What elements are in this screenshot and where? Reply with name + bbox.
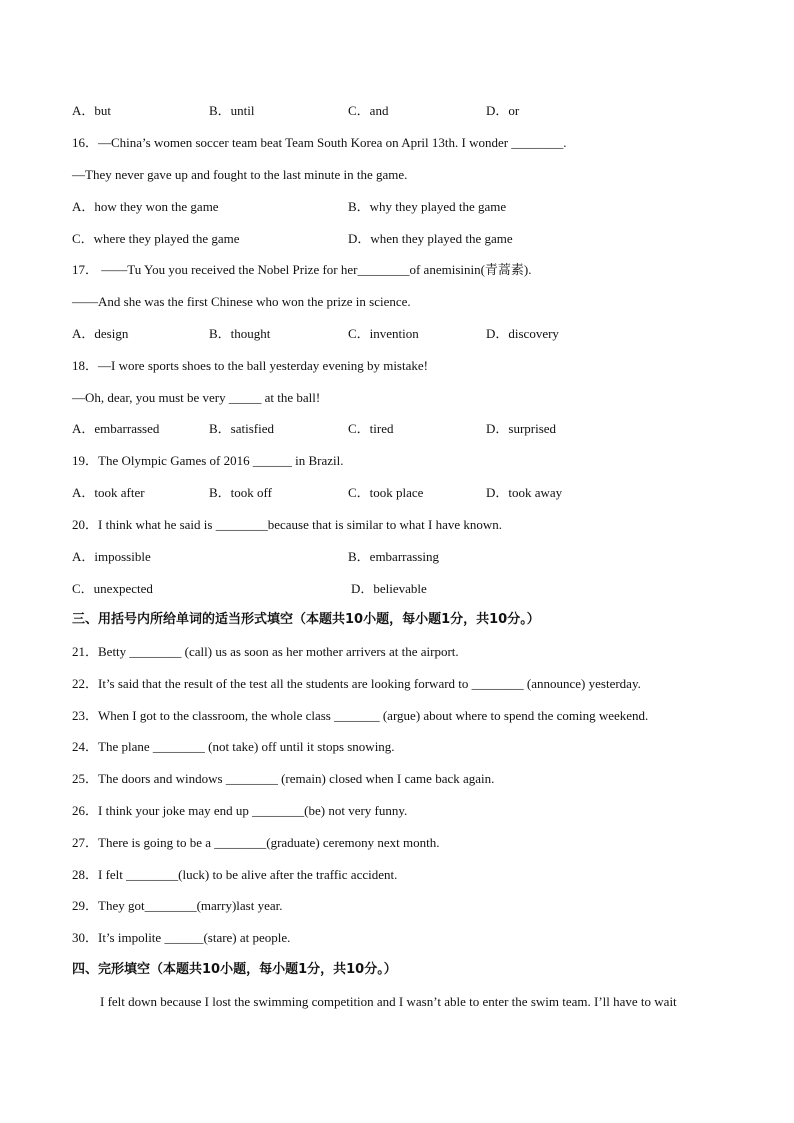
q19-option-b: B．took off xyxy=(209,485,272,500)
section-3-heading: 三、用括号内所给单词的适当形式填空（本题共10小题，每小题1分，共10分。） xyxy=(72,612,540,627)
q18-stem: 18．—I wore sports shoes to the ball yesterday evening by mistake! xyxy=(72,358,428,373)
q17-option-d: D．discovery xyxy=(486,326,559,341)
q16-reply: —They never gave up and fought to the last minute in the game. xyxy=(72,167,408,182)
q17-stem: 17． ——Tu You you received the Nobel Prize for her________of anemisinin(青蒿素). xyxy=(72,262,532,277)
q17-reply: ——And she was the first Chinese who won the prize in science. xyxy=(72,294,411,309)
q17-option-c: C．invention xyxy=(348,326,419,341)
q18-reply: —Oh, dear, you must be very _____ at the ball! xyxy=(72,390,321,405)
q19-option-c: C．took place xyxy=(348,485,424,500)
q16-option-a: A．how they won the game xyxy=(72,199,219,214)
q18-option-a: A．embarrassed xyxy=(72,421,160,436)
q16-option-b: B．why they played the game xyxy=(348,199,507,214)
section-4-heading: 四、完形填空（本题共10小题，每小题1分，共10分。） xyxy=(72,962,397,977)
q15-option-a: A．but xyxy=(72,103,112,118)
q15-option-d: D．or xyxy=(486,103,520,118)
question-24: 24．The plane ________ (not take) off until it stops snowing. xyxy=(72,739,395,754)
question-29: 29．They got________(marry)last year. xyxy=(72,898,283,913)
q20-stem: 20．I think what he said is ________because that is similar to what I have known. xyxy=(72,517,503,532)
q20-option-b: B．embarrassing xyxy=(348,549,439,564)
cloze-passage: I felt down because I lost the swimming competition and I wasn’t able to enter the swim team. I’ll have to wait xyxy=(100,994,677,1009)
q15-option-b: B．until xyxy=(209,103,255,118)
question-22: 22．It’s said that the result of the test all the students are looking forward to ________ (announce) yesterday. xyxy=(72,676,641,691)
q19-option-a: A．took after xyxy=(72,485,145,500)
q16-option-c: C．where they played the game xyxy=(72,231,240,246)
q20-option-c: C．unexpected xyxy=(72,581,153,596)
question-25: 25．The doors and windows ________ (remain) closed when I came back again. xyxy=(72,771,495,786)
q18-option-d: D．surprised xyxy=(486,421,557,436)
question-28: 28．I felt ________(luck) to be alive after the traffic accident. xyxy=(72,867,398,882)
q19-stem: 19．The Olympic Games of 2016 ______ in Brazil. xyxy=(72,453,344,468)
q17-option-a: A．design xyxy=(72,326,129,341)
question-26: 26．I think your joke may end up ________(be) not very funny. xyxy=(72,803,408,818)
q16-option-d: D．when they played the game xyxy=(348,231,513,246)
q16-stem: 16．—China’s women soccer team beat Team South Korea on April 13th. I wonder ________. xyxy=(72,135,567,150)
question-27: 27．There is going to be a ________(graduate) ceremony next month. xyxy=(72,835,440,850)
q15-option-c: C．and xyxy=(348,103,389,118)
question-21: 21．Betty ________ (call) us as soon as her mother arrivers at the airport. xyxy=(72,644,459,659)
question-23: 23．When I got to the classroom, the whole class _______ (argue) about where to spend the coming weekend. xyxy=(72,708,649,723)
q18-option-c: C．tired xyxy=(348,421,394,436)
q19-option-d: D．took away xyxy=(486,485,563,500)
q17-option-b: B．thought xyxy=(209,326,271,341)
question-30: 30．It’s impolite ______(stare) at people. xyxy=(72,930,291,945)
q20-option-d: D．believable xyxy=(351,581,427,596)
q20-option-a: A．impossible xyxy=(72,549,151,564)
q18-option-b: B．satisfied xyxy=(209,421,274,436)
